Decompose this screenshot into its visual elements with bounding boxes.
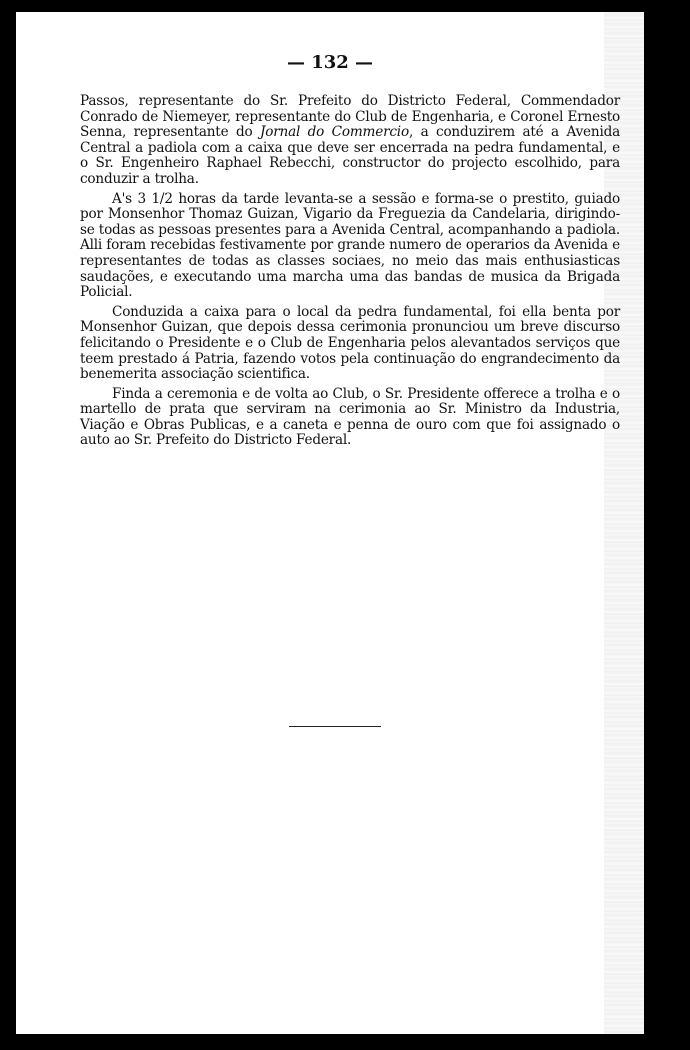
paragraph-2: A's 3 1/2 horas da tarde levanta-se a sessão e forma-se o prestito, guiado por Monsenhor Thomaz Guizan, Vigario da Freguezia da Candelaria, dirigindo-se todas as pessoas presentes para a Avenida Central, acompanhando a padiola. Alli foram recebidas festivamente por grande numero de operarios da Avenida e representantes de todas as classes sociaes, no meio das mais enthusiasticas saudações, e executando uma marcha uma das bandas de musica da Brigada Policial.: [80, 190, 620, 301]
document-page: [16, 12, 644, 1034]
paragraph-1-after: , a conduzirem até a Avenida Central a padiola com a caixa que deve ser encerrada na pedra fundamental, e o Sr. Engenheiro Raphael Rebecchi, constructor do projecto escolhido, para conduzir a trolha.: [80, 124, 620, 187]
newspaper-title: Jornal do Commercio: [259, 124, 409, 141]
page-number: — 132 —: [286, 52, 374, 73]
paragraph-4: Finda a ceremonia e de volta ao Club, o Sr. Presidente offerece a trolha e o martello de prata que serviram na cerimonia ao Sr. Ministro da Industria, Viação e Obras Publicas, e a caneta e penna de ouro com que foi assignado o auto ao Sr. Prefeito do Districto Federal.: [80, 385, 620, 449]
paragraph-1: [80, 94, 620, 188]
paragraph-3: Conduzida a caixa para o local da pedra fundamental, foi ella benta por Monsenhor Guizan, que depois dessa cerimonia pronunciou um breve discurso felicitando o Presidente e o Club de Engenharia pelos alevantados serviços que teem prestado á Patria, fazendo votos pela continuação do engrandecimento da benemerita associação scientifica.: [80, 303, 620, 383]
body-text: [80, 94, 620, 453]
paragraph-1-before: Passos, representante do Sr. Prefeito do Districto Federal, Commendador Conrado de Niemeyer, representante do Club de Engenharia, e Coronel Ernesto Senna, representante do: [80, 93, 620, 141]
section-end-rule: [289, 726, 381, 727]
